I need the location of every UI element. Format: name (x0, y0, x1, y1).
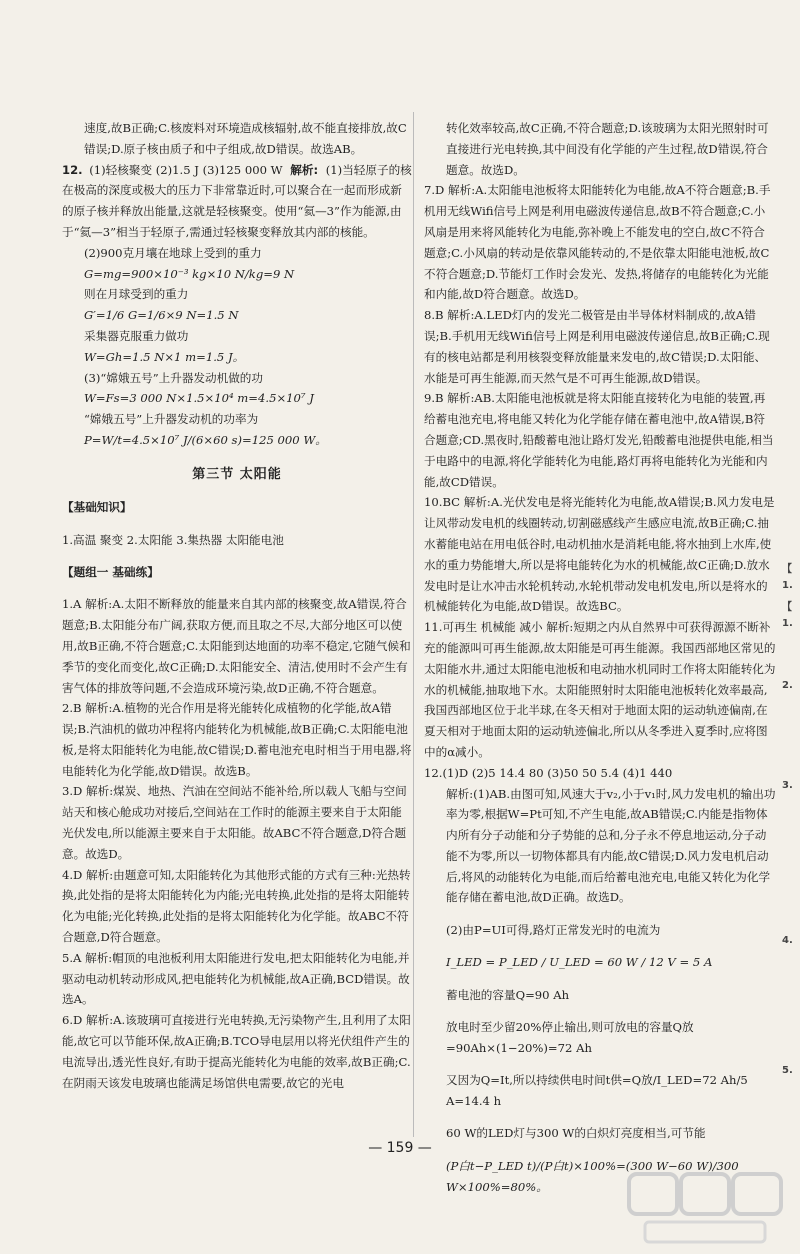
text-line: (3)“嫦娥五号”上升器发动机做的功 (84, 370, 263, 385)
answer: (1)轻核聚变 (2)1.5 J (3)125 000 W (89, 162, 283, 177)
edge-mark: 【 (782, 564, 792, 575)
text-line: 速度,故B正确;C.核废料对环境造成核辐射,故不能直接排放,故C错误;D.原子核由质子和中子组成,故D错误。故选AB。 (84, 121, 407, 156)
question-11: 11.可再生 机械能 减小 解析:短期之内从自然界中可获得源源不断补充的能源叫可再生能源,故太阳能是可再生能源。我国西部地区常见的太阳能水井,通过太阳能电池板和电动抽水机同时工作将太阳能转化为水的机械能,抽取地下水。太阳能照射时太阳能电池板转化效率最高,我国西部地区位于北半球,在冬天相对于地面太阳的运动轨迹偏南,在夏天相对于地面太阳的运动轨迹偏北,所以从冬季进入夏季时,应将图中的α减小。 (424, 620, 776, 759)
edge-mark: 5. (782, 1065, 793, 1076)
formula-line: G′=1/6 G=1/6×9 N=1.5 N (84, 308, 239, 323)
analysis-label: 解析: (290, 162, 319, 177)
question-6: 6.D 解析:A.该玻璃可直接进行光电转换,无污染物产生,且利用了太阳能,故它可以节能环保,故A正确;B.TCO导电层用以将光伏组件产生的电流导出,透光性良好,有助于提高光能转化为电能的效率,故B正确;C.在阴雨天该发电玻璃也能满足场馆供电需要,故它的光电 (62, 1013, 411, 1090)
section-heading: 【基础知识】 (62, 500, 132, 515)
question-9: 9.B 解析:AB.太阳能电池板就是将太阳能直接转化为电能的装置,再给蓄电池充电,将电能又转化为化学能存储在蓄电池中,故A错误,B符合题意;CD.黑夜时,铅酸蓄电池让路灯发光,铅酸蓄电池提供电能,相当于电路中的电源,将化学能转化为电能,路灯再将电能转化为光能和内能,故CD错误。 (424, 391, 774, 489)
question-4: 4.D 解析:由题意可知,太阳能转化为其他形式能的方式有三种:光热转换,此处指的是将太阳能转化为内能;光电转换,此处指的是将太阳能转化为电能;光化转换,此处指的是将太阳能转化为化学能。故ABC不符合题意,D符合题意。 (62, 867, 411, 945)
question-7: 7.D 解析:A.太阳能电池板将太阳能转化为电能,故A不符合题意;B.手机用无线Wifi信号上网是利用电磁波传递信息,故B不符合题意;C.小风扇是用来将风能转化为电能,弥补晚上不能发电的空白,故C不符合题意;C.小风扇的转动是依靠风能转动的,不是依靠太阳能电池板,故C不符合题意;D.节能灯工作时会发光、发热,将储存的电能转化为光能和内能,故D符合题意。故选D。 (424, 183, 771, 302)
formula-line: I_LED = P_LED / U_LED = 60 W / 12 V = 5 A (446, 955, 713, 970)
formula-line: P=W/t=4.5×10⁷ J/(6×60 s)=125 000 W。 (84, 432, 327, 447)
text-line: 蓄电池的容量Q=90 Ah (446, 987, 570, 1002)
page-number: — 159 — (368, 1140, 432, 1156)
question-2: 2.B 解析:A.植物的光合作用是将光能转化成植物的化学能,故A错误;B.汽油机的做功冲程将内能转化为机械能,故B正确;C.太阳能电池板,是将太阳能转化为电能,故C错误;D.蓄电池充电时相当于用电器,将电能转化为化学能,故D错误。故选B。 (62, 701, 412, 778)
watermark-logo (625, 1168, 785, 1248)
edge-mark: 1. (782, 618, 793, 629)
left-column (62, 118, 412, 1093)
question-3: 3.D 解析:煤炭、地热、汽油在空间站不能补给,所以载人飞船与空间站天和核心舱成功对接后,空间站在工作时的能源主要来自于太阳能光伏发电,所以能源主要来自于太阳能。故ABC不符合题意,D符合题意。故选D。 (62, 784, 407, 861)
question-10: 10.BC 解析:A.光伏发电是将光能转化为电能,故A错误;B.风力发电是让风带动发电机的线圈转动,切割磁感线产生感应电流,故B正确;C.抽水蓄能电站在用电低谷时,电动机抽水是消耗电能,将水抽到上水库,使水的重力势能增大,所以是将电能转化为水的机械能,故C正确;D.放水发电时是让水冲击水轮机转动,水轮机带动发电机发电,所以是将水的机械能转化为电能,故D错误。故选BC。 (424, 495, 775, 614)
text-line: 60 W的LED灯与300 W的白炽灯亮度相当,可节能 (446, 1126, 706, 1141)
question-number: 12. (62, 162, 83, 177)
text-line: 则在月球受到的重力 (84, 287, 189, 302)
formula-line: W=Gh=1.5 N×1 m=1.5 J。 (84, 349, 245, 364)
text-line: 采集器克服重力做功 (84, 328, 189, 343)
formula-line: (P白t−P_LED t)/(P白t)×100%=(300 W−60 W)/300 W×100%=80%。 (446, 1158, 739, 1194)
question-12 (62, 160, 412, 451)
right-column (424, 118, 776, 1209)
text-line: “嫦娥五号”上升器发动机的功率为 (84, 412, 259, 427)
edge-mark: 4. (782, 935, 793, 946)
question-12-answer: 12.(1)D (2)5 14.4 80 (3)50 50 5.4 (4)1 440 (424, 765, 673, 780)
basic-answers: 1.高温 聚变 2.太阳能 3.集热器 太阳能电池 (62, 532, 284, 547)
edge-mark: 3. (782, 780, 793, 791)
text-line: 放电时至少留20%停止输出,则可放电的容量Q放=90Ah×(1−20%)=72 Ah (446, 1020, 694, 1055)
text-line: (2)900克月壤在地球上受到的重力 (84, 245, 262, 260)
text-line: 又因为Q=It,所以持续供电时间t供=Q放/I_LED=72 Ah/5 A=14.4 h (446, 1073, 748, 1109)
column-divider (413, 112, 414, 1137)
section-title: 第三节 太阳能 (192, 466, 282, 482)
analysis-text: (1)当轻原子的核在极高的深度或极大的压力下非常靠近时,可以聚合在一起而形成新的原子核并释放出能量,这就是轻核聚变。使用“氦—3”作为能源,由于“氦—3”相当于轻原子,需通过轻核聚变释放其内部的核能。 (62, 162, 412, 239)
edge-mark: 【 (782, 602, 792, 613)
text-line: 转化效率较高,故C正确,不符合题意;D.该玻璃为太阳光照射时可直接进行光电转换,其中间没有化学能的产生过程,故D错误,符合题意。故选D。 (446, 121, 769, 177)
formula-line: W=Fs=3 000 N×1.5×10⁴ m=4.5×10⁷ J (84, 391, 314, 406)
edge-mark: 2. (782, 680, 793, 691)
text-line: (2)由P=UI可得,路灯正常发光时的电流为 (446, 922, 661, 937)
edge-mark: 1. (782, 580, 793, 591)
question-5: 5.A 解析:帽顶的电池板利用太阳能进行发电,把太阳能转化为电能,并驱动电动机转动形成风,把电能转化为机械能,故A正确,BCD错误。故选A。 (62, 950, 410, 1007)
section-heading: 【题组一 基础练】 (62, 564, 159, 579)
question-1: 1.A 解析:A.太阳不断释放的能量来自其内部的核聚变,故A错误,符合题意;B.太阳能分布广阔,获取方便,而且取之不尽,大部分地区可以使用,故B正确,不符合题意;C.太阳能到达地面的功率不稳定,它随气候和季节的变化而变化,故C正确;D.太阳能安全、清洁,使用时不会产生有害气体的排放等问题,不会造成环境污染,故D正确,不符合题意。 (62, 597, 411, 695)
question-8: 8.B 解析:A.LED灯内的发光二极管是由半导体材料制成的,故A错误;B.手机用无线Wifi信号上网是利用电磁波传递信息,故B正确;C.现有的核电站都是利用核裂变释放能量来发电的,故C错误;D.太阳能、水能是可再生能源,而天然气是不可再生能源,故D错误。 (424, 308, 770, 385)
formula-line: G=mg=900×10⁻³ kg×10 N/kg=9 N (84, 266, 295, 281)
analysis-text: 解析:(1)AB.由图可知,风速大于v₂,小于v₁时,风力发电机的输出功率为零,根据W=Pt可知,不产生电能,故AB错误;C.内能是指物体内所有分子动能和分子势能的总和,分子永不停息地运动,分子动能不为零,所以一切物体都具有内能,故C错误;D.风力发电机启动后,将风的动能转化为电能,而后给蓄电池充电,电能又转化为化学能存储在蓄电池,故D正确。故选D。 (446, 786, 776, 905)
watermark-icon (625, 1168, 785, 1248)
